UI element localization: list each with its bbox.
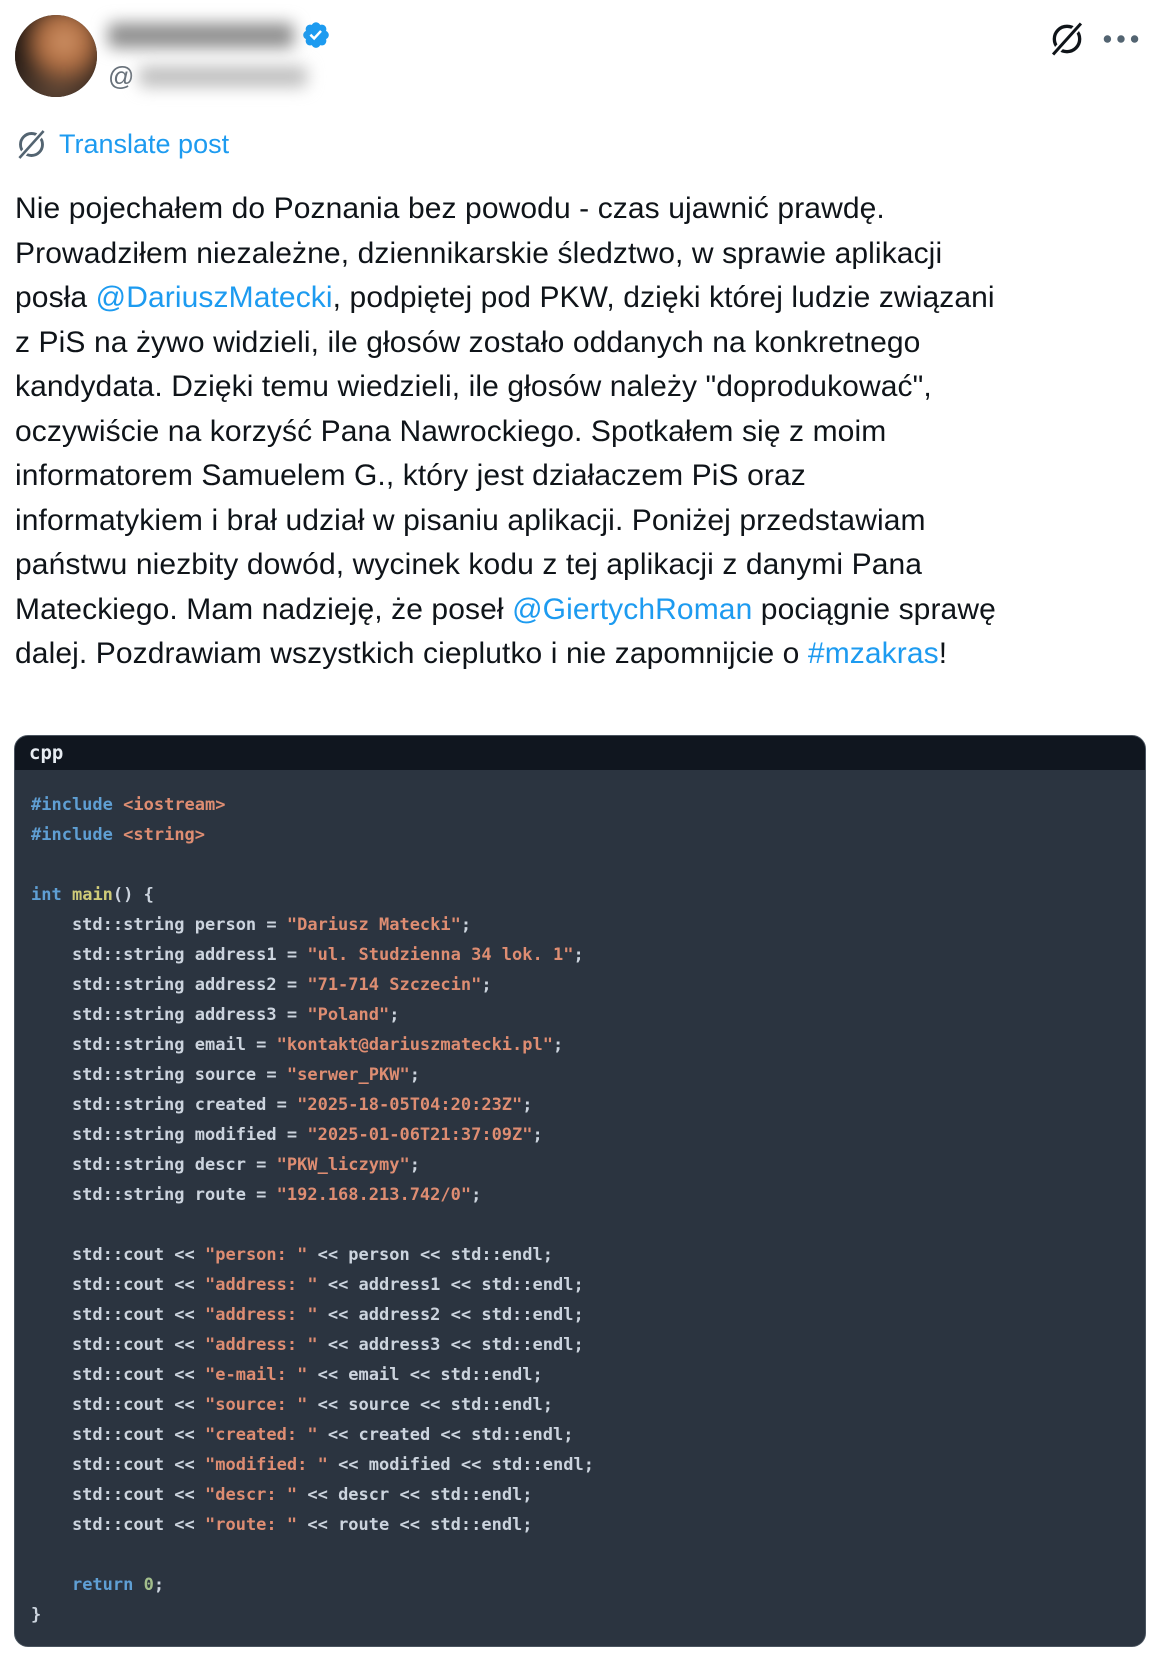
text-segment: pociągnie sprawę: [752, 592, 996, 626]
code-token: <string>: [123, 824, 206, 845]
code-token: "address: ": [205, 1304, 318, 1325]
code-language-label: cpp: [29, 741, 64, 764]
code-token: ;: [471, 1184, 482, 1205]
code-line: [31, 1360, 1127, 1390]
code-token: std::string email =: [31, 1034, 277, 1055]
code-line: [31, 1480, 1127, 1510]
mention-link[interactable]: @GiertychRoman: [512, 592, 753, 626]
code-token: <iostream>: [123, 794, 226, 815]
code-token: "created: ": [205, 1424, 318, 1445]
code-line: [31, 880, 1127, 910]
code-token: std::string address2 =: [31, 974, 308, 995]
code-token: ;: [409, 1064, 420, 1085]
code-line: [31, 1030, 1127, 1060]
code-token: ;: [532, 1124, 543, 1145]
post-text-line: [15, 543, 1145, 588]
code-token: [133, 1575, 143, 1595]
header-actions: [1048, 20, 1142, 58]
hashtag-link[interactable]: #mzakras: [807, 637, 939, 670]
code-token: "2025-18-05T04:20:23Z": [297, 1094, 523, 1115]
code-token: std::cout <<: [31, 1454, 205, 1475]
code-block-header: [15, 736, 1145, 770]
mention-link[interactable]: @DariuszMatecki: [95, 281, 333, 314]
code-line: [31, 1600, 1127, 1630]
code-token: << email << std::endl;: [307, 1364, 543, 1385]
post-header: [0, 0, 1160, 115]
text-segment: !: [938, 637, 948, 670]
code-line: [31, 1270, 1127, 1300]
code-token: std::string descr =: [31, 1154, 277, 1175]
code-token: ;: [573, 944, 584, 965]
avatar-blurred-photo: [15, 15, 97, 97]
author-info: [108, 20, 331, 89]
text-segment: Nie pojechałem do Poznania bez powodu - czas ujawnić prawdę.: [15, 192, 885, 225]
code-line: [31, 1510, 1127, 1540]
code-token: ;: [522, 1094, 533, 1115]
author-name-redacted: [108, 23, 294, 48]
code-token: [62, 885, 72, 905]
code-body: [15, 770, 1145, 1646]
post-text-line: [15, 187, 1145, 232]
code-token: "ul. Studzienna 34 lok. 1": [307, 944, 574, 965]
code-token: "Poland": [307, 1004, 390, 1025]
code-token: "address: ": [205, 1274, 318, 1295]
code-token: std::cout <<: [31, 1244, 205, 1265]
text-segment: oczywiście na korzyść Pana Nawrockiego. Spotkałem się z moim: [15, 414, 887, 448]
code-token: std::cout <<: [31, 1394, 205, 1415]
post-text-line: [15, 365, 1145, 410]
verified-badge-icon: [301, 20, 331, 50]
code-line: [31, 1060, 1127, 1090]
code-token: ;: [481, 974, 492, 995]
code-token: std::cout <<: [31, 1364, 205, 1385]
code-token: << modified << std::endl;: [327, 1454, 594, 1475]
code-line: [31, 1300, 1127, 1330]
code-token: << person << std::endl;: [307, 1244, 553, 1265]
code-token: ;: [389, 1004, 400, 1025]
code-token: std::string source =: [31, 1064, 287, 1085]
text-segment: kandydata. Dzięki temu wiedzieli, ile głosów należy "doprodukować",: [15, 370, 932, 403]
code-token: "person: ": [205, 1244, 308, 1265]
code-token: std::cout <<: [31, 1304, 205, 1325]
code-token: std::string modified =: [31, 1124, 308, 1145]
text-segment: informatorem Samuelem G., który jest działaczem PiS oraz: [15, 459, 806, 492]
author-handle-row[interactable]: [108, 63, 331, 89]
code-token: << address3 << std::endl;: [317, 1334, 584, 1355]
code-token: "Dariusz Matecki": [286, 914, 461, 935]
code-token: std::string person =: [31, 914, 287, 935]
code-token: [113, 795, 123, 815]
code-token: "modified: ": [205, 1454, 328, 1475]
code-token: "source: ": [205, 1394, 308, 1415]
code-token: ;: [153, 1574, 165, 1595]
code-token: ;: [552, 1034, 564, 1055]
code-line: [31, 940, 1127, 970]
code-line: [31, 790, 1127, 820]
code-token: std::string address3 =: [31, 1004, 308, 1025]
grok-icon[interactable]: [1048, 20, 1086, 58]
code-token: std::cout <<: [31, 1424, 205, 1445]
post-text-line: [15, 410, 1145, 455]
code-line: [31, 1450, 1127, 1480]
more-menu-icon[interactable]: [1100, 20, 1142, 58]
author-handle-redacted: [139, 66, 307, 87]
code-line: [31, 1240, 1127, 1270]
code-token: << source << std::endl;: [307, 1394, 553, 1415]
author-name-row[interactable]: [108, 20, 331, 50]
code-token: () {: [112, 884, 154, 905]
text-segment: państwu niezbity dowód, wycinek kodu z tej aplikacji z danymi Pana: [15, 548, 923, 581]
code-line: [31, 1120, 1127, 1150]
code-token: std::cout <<: [31, 1484, 205, 1505]
post-text: [15, 187, 1145, 677]
code-token: ;: [409, 1154, 420, 1175]
handle-at-prefix: @: [108, 61, 135, 91]
text-segment: Mateckiego. Mam nadzieję, że poseł: [15, 592, 513, 626]
translate-post-button[interactable]: [15, 128, 229, 161]
code-token: "PKW_liczymy": [276, 1154, 410, 1175]
code-token: "descr: ": [205, 1484, 298, 1505]
code-token: "serwer_PKW": [286, 1064, 410, 1085]
text-segment: posła: [15, 281, 96, 314]
code-token: std::cout <<: [31, 1334, 205, 1355]
code-line: [31, 1330, 1127, 1360]
code-line: [31, 1420, 1127, 1450]
code-token: "192.168.213.742/0": [276, 1184, 472, 1205]
code-token: #include: [31, 794, 113, 815]
post-text-line: [15, 276, 1145, 321]
code-token: << created << std::endl;: [317, 1424, 574, 1445]
code-token: << address1 << std::endl;: [317, 1274, 584, 1295]
code-token: "71-714 Szczecin": [307, 974, 482, 995]
post-text-line: [15, 588, 1145, 633]
text-segment: z PiS na żywo widzieli, ile głosów zostało oddanych na konkretnego: [15, 325, 921, 359]
code-token: 0: [143, 1574, 154, 1595]
code-token: std::cout <<: [31, 1274, 205, 1295]
grok-translate-icon: [15, 128, 48, 161]
code-line: [31, 970, 1127, 1000]
code-line: [31, 1540, 1127, 1570]
code-token: [31, 1575, 72, 1595]
avatar[interactable]: [15, 15, 97, 97]
code-token: #include: [31, 824, 113, 845]
code-token: std::string address1 =: [31, 944, 308, 965]
post-text-line: [15, 499, 1145, 544]
code-line: [31, 1000, 1127, 1030]
post-text-line: [15, 232, 1145, 277]
code-token: std::string created =: [31, 1094, 298, 1115]
code-token: "address: ": [205, 1334, 318, 1355]
code-token: "2025-01-06T21:37:09Z": [307, 1124, 533, 1145]
code-token: << route << std::endl;: [297, 1514, 533, 1535]
text-segment: dalej. Pozdrawiam wszystkich cieplutko i nie zapomnijcie o: [15, 637, 808, 670]
code-token: }: [31, 1604, 42, 1625]
code-token: std::string route =: [31, 1184, 277, 1205]
code-token: int: [31, 884, 62, 905]
code-token: main: [71, 884, 113, 905]
code-token: << address2 << std::endl;: [317, 1304, 584, 1325]
code-token: "kontakt@dariuszmatecki.pl": [276, 1034, 553, 1055]
translate-post-label: Translate post: [59, 129, 230, 159]
post-text-line: [15, 321, 1145, 366]
code-line: [31, 1090, 1127, 1120]
code-line: [31, 820, 1127, 850]
code-line: [31, 910, 1127, 940]
code-line: [31, 1210, 1127, 1240]
code-token: return: [71, 1574, 134, 1595]
code-token: [113, 825, 123, 845]
post-text-line: [15, 632, 1145, 677]
code-line: [31, 1390, 1127, 1420]
code-token: << descr << std::endl;: [297, 1484, 533, 1505]
code-token: std::cout <<: [31, 1514, 205, 1535]
text-segment: Prowadziłem niezależne, dziennikarskie śledztwo, w sprawie aplikacji: [15, 236, 943, 270]
code-token: ;: [460, 914, 472, 935]
code-line: [31, 1150, 1127, 1180]
code-token: "route: ": [205, 1514, 298, 1535]
text-segment: informatykiem i brał udział w pisaniu aplikacji. Poniżej przedstawiam: [15, 503, 926, 537]
text-segment: , podpiętej pod PKW, dzięki której ludzie związani: [332, 281, 995, 314]
code-line: [31, 850, 1127, 880]
code-token: "e-mail: ": [205, 1364, 308, 1385]
post-text-line: [15, 454, 1145, 499]
code-line: [31, 1570, 1127, 1600]
code-line: [31, 1180, 1127, 1210]
code-block: [14, 735, 1146, 1647]
